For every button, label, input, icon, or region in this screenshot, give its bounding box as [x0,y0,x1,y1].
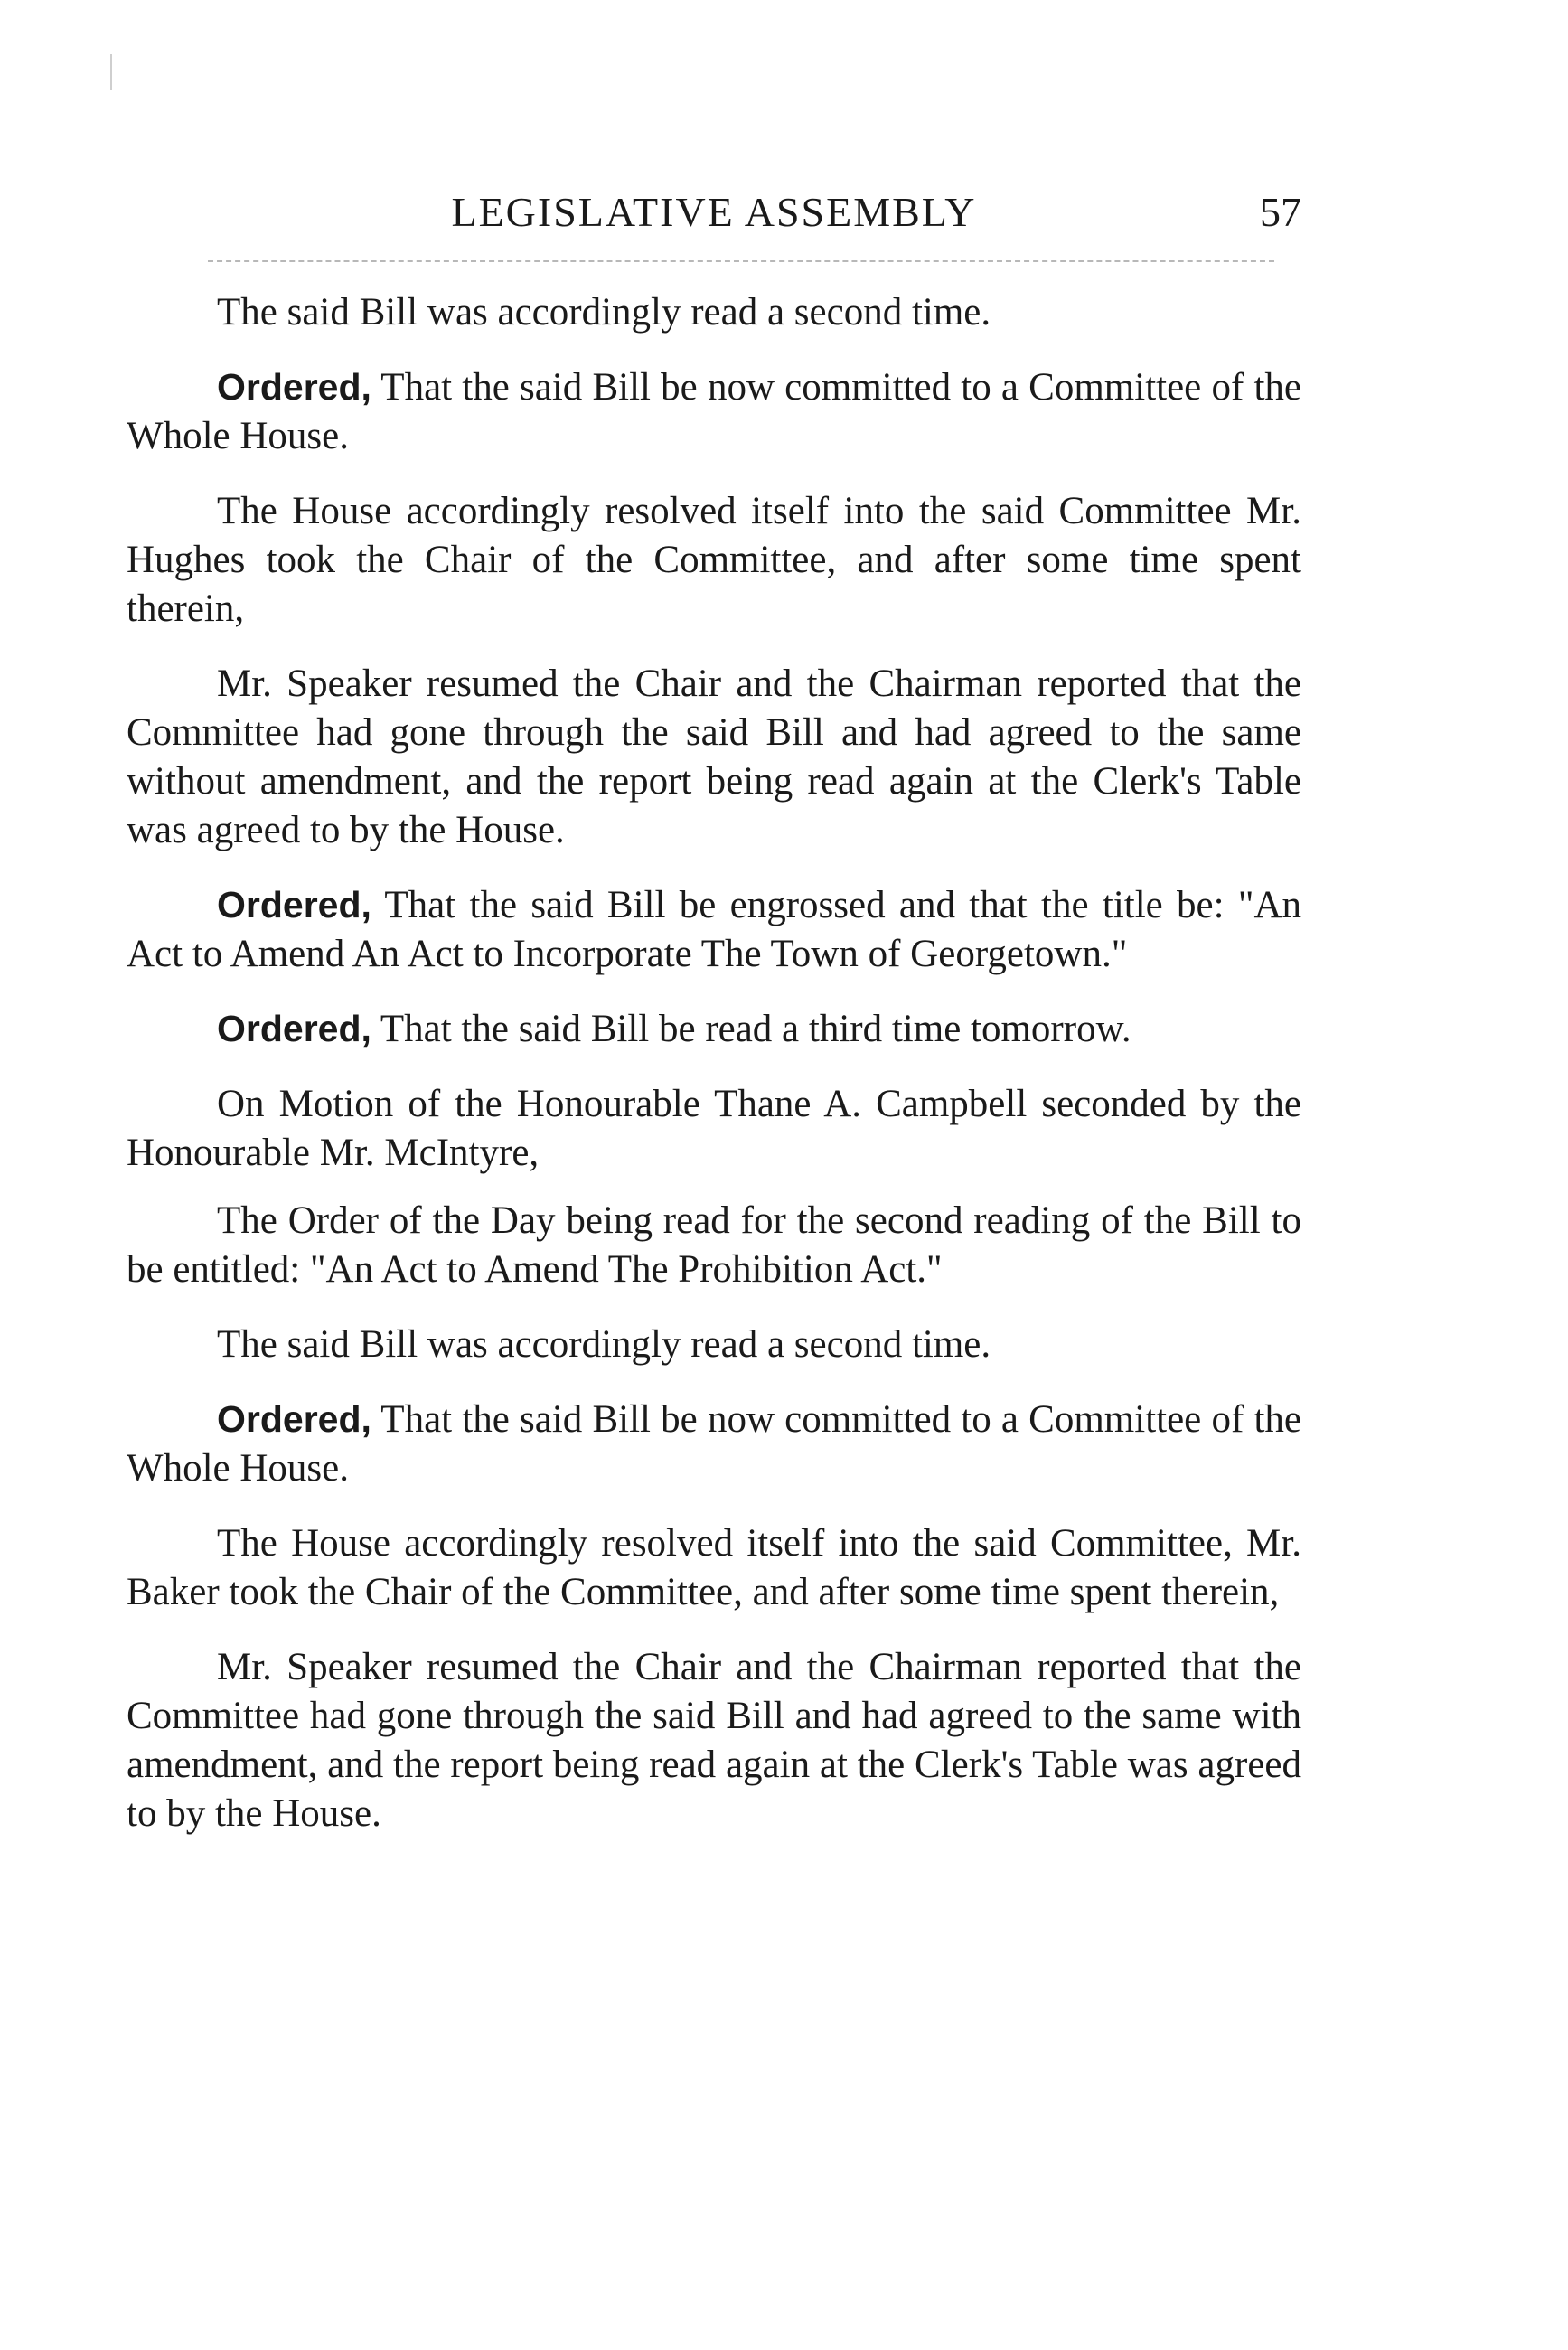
paragraph-lead: Ordered, [217,1398,371,1440]
paragraph-10 [127,1395,1301,1493]
paragraph-11 [127,1518,1301,1617]
paragraph-8 [127,1196,1301,1294]
paragraph-lead: Ordered, [217,1008,371,1049]
paragraph-text: On Motion of the Honourable Thane A. Campbell seconded by the Honourable Mr. McIntyre, [127,1083,1301,1174]
paragraph-text: The House accordingly resolved itself into the said Committee Mr. Hughes took the Chair of the Committee, and after some time spent therein, [127,490,1301,630]
page-header [127,181,1301,244]
paragraph-lead: Ordered, [217,884,371,926]
paragraph-4 [127,659,1301,855]
running-title: LEGISLATIVE ASSEMBLY [451,189,977,235]
paragraph-text: The Order of the Day being read for the second reading of the Bill to be entitled: "An Act to Amend The Prohibition Act." [127,1199,1301,1291]
paragraph-text: The said Bill was accordingly read a second time. [217,291,991,334]
scan-mark [110,54,112,90]
body-text [127,287,1301,1864]
paragraph-text: That the said Bill be now committed to a Committee of the Whole House. [127,1398,1301,1490]
paragraph-7 [127,1079,1301,1178]
paragraph-text: Mr. Speaker resumed the Chair and the Chairman reported that the Committee had gone through the said Bill and had agreed to the same with amendment, and the report being read again at the Clerk's Table was agreed to by the House. [127,1646,1301,1835]
paragraph-9 [127,1320,1301,1369]
paragraph-1 [127,287,1301,337]
paragraph-text: That the said Bill be engrossed and that the title be: "An Act to Amend An Act to Incorporate The Town of Georgetown." [127,884,1301,975]
paragraph-6 [127,1004,1301,1054]
paragraph-5 [127,880,1301,979]
paragraph-text: That the said Bill be read a third time tomorrow. [371,1008,1131,1050]
paragraph-text: That the said Bill be now committed to a Committee of the Whole House. [127,366,1301,457]
header-rule [208,260,1274,262]
page-number: 57 [1260,189,1301,235]
paragraph-3 [127,486,1301,634]
paragraph-text: The House accordingly resolved itself into the said Committee, Mr. Baker took the Chair of the Committee, and after some time spent therein, [127,1522,1301,1613]
paragraph-lead: Ordered, [217,366,371,408]
paragraph-text: The said Bill was accordingly read a second time. [217,1323,991,1366]
paragraph-12 [127,1642,1301,1838]
paragraph-2 [127,362,1301,461]
paragraph-text: Mr. Speaker resumed the Chair and the Chairman reported that the Committee had gone through the said Bill and had agreed to the same without amendment, and the report being read again at the Clerk's Table was agreed to by the House. [127,663,1301,851]
